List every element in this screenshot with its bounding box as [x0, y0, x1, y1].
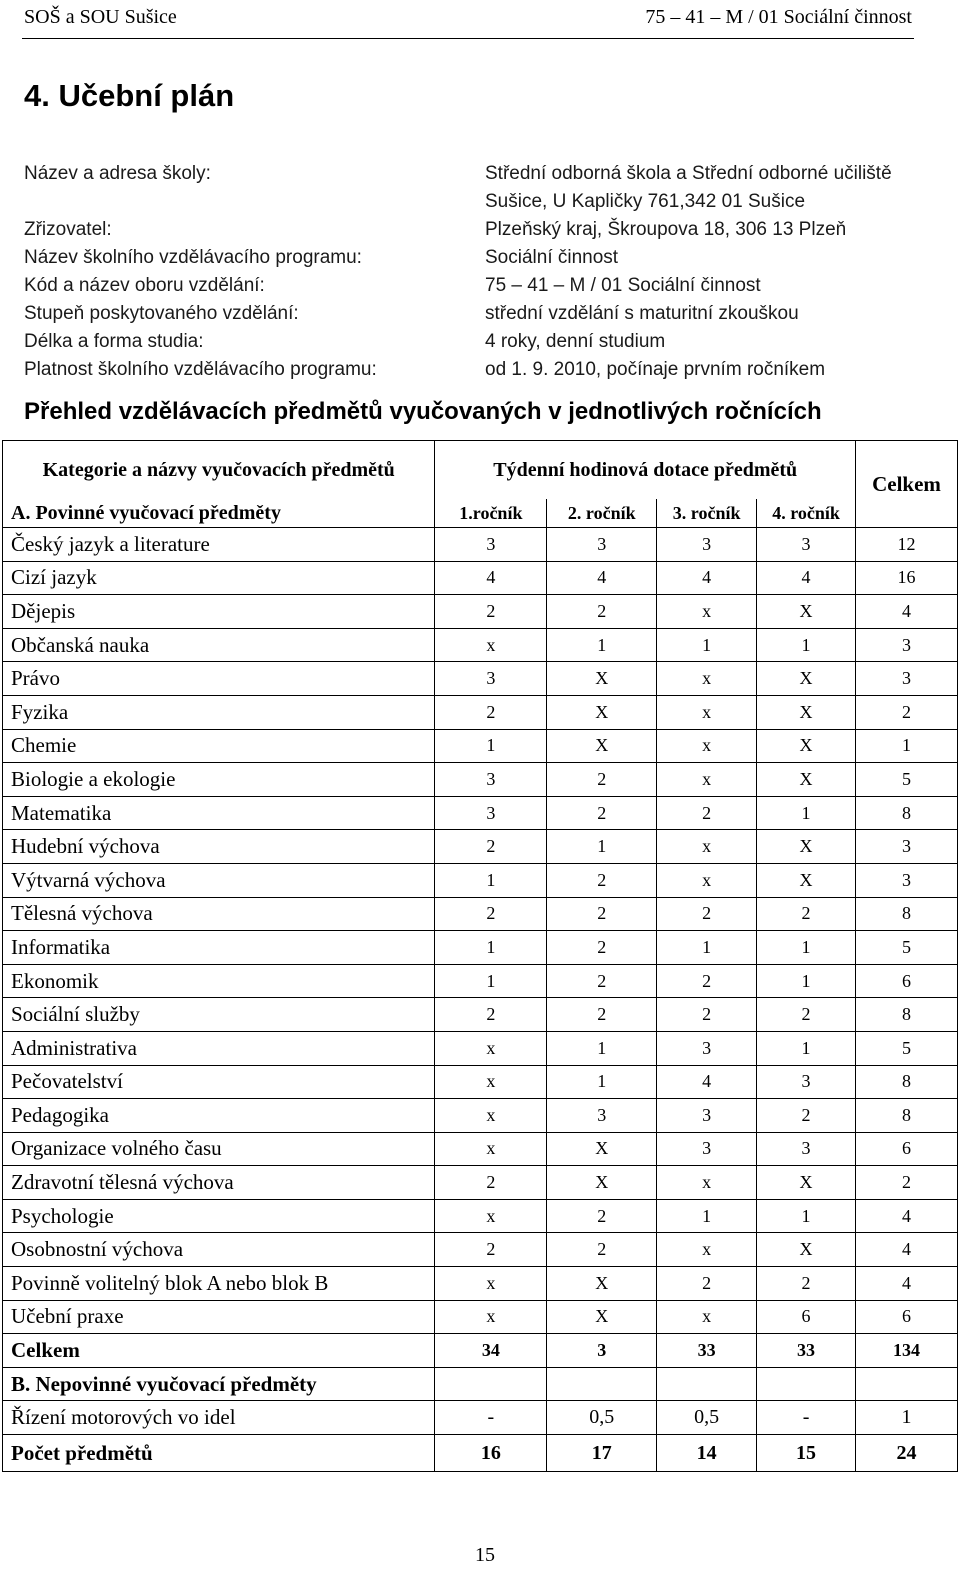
hours-total: 5	[855, 1031, 957, 1065]
table-row	[3, 1065, 958, 1099]
hours-year-2: X	[547, 1132, 657, 1166]
table-row	[3, 729, 958, 763]
subject-name: Pečovatelství	[3, 1065, 435, 1099]
info-value: 4 roky, denní studium	[485, 331, 666, 352]
hours-year-1: x	[435, 1199, 547, 1233]
subject-name: Celkem	[3, 1334, 435, 1368]
empty-cell	[657, 1367, 757, 1401]
total-row	[3, 1334, 958, 1368]
info-row-program-name	[24, 244, 954, 272]
hours-year-4: X	[757, 763, 856, 797]
info-label: Délka a forma studia:	[24, 331, 204, 352]
hours-year-4: X	[757, 729, 856, 763]
subject-name: Řízení motorových vo idel	[3, 1401, 435, 1435]
empty-cell	[855, 1367, 957, 1401]
hours-total: 8	[855, 1099, 957, 1133]
hours-year-3: x	[657, 1300, 757, 1334]
subject-name: Ekonomik	[3, 964, 435, 998]
hours-year-2: 4	[547, 561, 657, 595]
page-title: 4. Učební plán	[24, 78, 235, 113]
subject-name: Osobnostní výchova	[3, 1233, 435, 1267]
table-row	[3, 1233, 958, 1267]
hours-year-2: 3	[547, 1334, 657, 1368]
hours-year-4: 1	[757, 1199, 856, 1233]
table-row	[3, 763, 958, 797]
section-subtitle: Přehled vzdělávacích předmětů vyučovaných v jednotlivých ročnících	[24, 398, 822, 425]
table-row	[3, 931, 958, 965]
hours-total: 5	[855, 931, 957, 965]
info-label: Název a adresa školy:	[24, 163, 211, 184]
subject-name: Občanská nauka	[3, 628, 435, 662]
hours-total: 2	[855, 1166, 957, 1200]
hours-year-3: x	[657, 1233, 757, 1267]
hours-year-4: X	[757, 1166, 856, 1200]
hours-total: 8	[855, 796, 957, 830]
hours-year-1: x	[435, 1132, 547, 1166]
hours-year-4: 1	[757, 964, 856, 998]
hours-year-4: 1	[757, 796, 856, 830]
hours-year-1: 3	[435, 528, 547, 562]
hours-year-3: 2	[657, 964, 757, 998]
table-row	[3, 695, 958, 729]
header-year-1: 1.ročník	[435, 499, 547, 528]
hours-total: 3	[855, 830, 957, 864]
hours-year-2: 2	[547, 796, 657, 830]
hours-year-1: 3	[435, 662, 547, 696]
table-row	[3, 561, 958, 595]
subject-name: Psychologie	[3, 1199, 435, 1233]
header-school: SOŠ a SOU Sušice	[24, 6, 177, 28]
hours-year-4: X	[757, 830, 856, 864]
hours-total: 3	[855, 863, 957, 897]
info-label: Zřizovatel:	[24, 219, 112, 240]
hours-total: 6	[855, 964, 957, 998]
hours-year-1: 1	[435, 964, 547, 998]
hours-year-1: x	[435, 1031, 547, 1065]
hours-year-1: 16	[435, 1435, 547, 1472]
section-b-label: B. Nepovinné vyučovací předměty	[3, 1367, 435, 1401]
hours-year-2: 2	[547, 964, 657, 998]
table-row	[3, 863, 958, 897]
hours-year-2: 3	[547, 528, 657, 562]
hours-year-2: 2	[547, 763, 657, 797]
info-row-founder	[24, 216, 954, 244]
hours-year-2: 2	[547, 998, 657, 1032]
hours-year-3: x	[657, 863, 757, 897]
hours-year-3: 1	[657, 628, 757, 662]
hours-total: 6	[855, 1132, 957, 1166]
info-row-field-code	[24, 272, 954, 300]
hours-year-4: 2	[757, 998, 856, 1032]
hours-year-2: 2	[547, 897, 657, 931]
hours-year-3: x	[657, 830, 757, 864]
empty-cell	[547, 1367, 657, 1401]
section-a-label: A. Povinné vyučovací předměty	[3, 499, 435, 528]
hours-total: 24	[855, 1435, 957, 1472]
info-value: Sociální činnost	[485, 247, 619, 268]
info-value: Plzeňský kraj, Škroupova 18, 306 13 Plzeň	[485, 219, 847, 240]
hours-year-2: 17	[547, 1435, 657, 1472]
subject-name: Chemie	[3, 729, 435, 763]
header-year-2: 2. ročník	[547, 499, 657, 528]
hours-year-1: 4	[435, 561, 547, 595]
hours-year-1: 2	[435, 695, 547, 729]
table-subheader-row	[3, 499, 958, 528]
hours-year-4: 2	[757, 897, 856, 931]
hours-year-3: 3	[657, 1099, 757, 1133]
info-row-school	[24, 160, 954, 216]
empty-cell	[757, 1367, 856, 1401]
subject-name: Fyzika	[3, 695, 435, 729]
subject-name: Matematika	[3, 796, 435, 830]
hours-year-3: 14	[657, 1435, 757, 1472]
hours-year-1: x	[435, 1099, 547, 1133]
subject-name: Organizace volného času	[3, 1132, 435, 1166]
table-row	[3, 796, 958, 830]
info-row-validity	[24, 356, 954, 384]
hours-total: 6	[855, 1300, 957, 1334]
table-row	[3, 528, 958, 562]
info-label: Kód a název oboru vzdělání:	[24, 275, 265, 296]
hours-year-3: 3	[657, 1031, 757, 1065]
hours-year-1: 2	[435, 897, 547, 931]
hours-year-2: 2	[547, 595, 657, 629]
subject-name: Právo	[3, 662, 435, 696]
subject-name: Dějepis	[3, 595, 435, 629]
hours-year-4: X	[757, 695, 856, 729]
hours-year-1: 2	[435, 998, 547, 1032]
info-label: Název školního vzdělávacího programu:	[24, 247, 362, 268]
table-row	[3, 897, 958, 931]
subject-name: Administrativa	[3, 1031, 435, 1065]
hours-year-3: x	[657, 729, 757, 763]
table-row	[3, 1401, 958, 1435]
subject-name: Pedagogika	[3, 1099, 435, 1133]
table-row	[3, 662, 958, 696]
hours-year-2: 2	[547, 863, 657, 897]
hours-year-2: 0,5	[547, 1401, 657, 1435]
hours-year-1: 2	[435, 1166, 547, 1200]
table-row	[3, 998, 958, 1032]
table-row	[3, 595, 958, 629]
hours-year-3: 3	[657, 528, 757, 562]
subject-name: Biologie a ekologie	[3, 763, 435, 797]
header-category: Kategorie a názvy vyučovacích předmětů	[3, 441, 435, 500]
hours-year-2: 2	[547, 931, 657, 965]
hours-year-1: x	[435, 1267, 547, 1301]
hours-year-4: X	[757, 863, 856, 897]
hours-total: 8	[855, 897, 957, 931]
hours-year-4: 1	[757, 628, 856, 662]
subject-name: Povinně volitelný blok A nebo blok B	[3, 1267, 435, 1301]
hours-year-4: 3	[757, 528, 856, 562]
hours-year-1: 1	[435, 729, 547, 763]
hours-year-2: 1	[547, 1065, 657, 1099]
table-row	[3, 1166, 958, 1200]
table-row	[3, 628, 958, 662]
hours-total: 1	[855, 1401, 957, 1435]
hours-total: 8	[855, 998, 957, 1032]
info-block	[24, 160, 954, 384]
hours-year-3: 4	[657, 561, 757, 595]
subject-name: Učební praxe	[3, 1300, 435, 1334]
hours-total: 4	[855, 1233, 957, 1267]
hours-year-3: 4	[657, 1065, 757, 1099]
page-number: 15	[475, 1544, 495, 1566]
table-row	[3, 964, 958, 998]
hours-year-4: X	[757, 595, 856, 629]
hours-total: 3	[855, 628, 957, 662]
hours-year-2: 3	[547, 1099, 657, 1133]
header-total: Celkem	[855, 441, 957, 528]
hours-total: 1	[855, 729, 957, 763]
hours-total: 2	[855, 695, 957, 729]
hours-year-2: X	[547, 1166, 657, 1200]
subject-name: Cizí jazyk	[3, 561, 435, 595]
hours-year-3: 2	[657, 1267, 757, 1301]
subject-name: Počet předmětů	[3, 1435, 435, 1472]
hours-year-4: 2	[757, 1099, 856, 1133]
hours-year-1: x	[435, 628, 547, 662]
hours-total: 134	[855, 1334, 957, 1368]
hours-year-1: x	[435, 1065, 547, 1099]
hours-year-2: 2	[547, 1199, 657, 1233]
hours-year-4: 1	[757, 931, 856, 965]
hours-year-2: X	[547, 695, 657, 729]
hours-year-4: 2	[757, 1267, 856, 1301]
info-label: Platnost školního vzdělávacího programu:	[24, 359, 377, 380]
hours-year-4: 1	[757, 1031, 856, 1065]
hours-year-1: 3	[435, 796, 547, 830]
hours-year-3: 1	[657, 1199, 757, 1233]
header-year-4: 4. ročník	[757, 499, 856, 528]
info-value: 75 – 41 – M / 01 Sociální činnost	[485, 275, 761, 296]
hours-year-1: 1	[435, 931, 547, 965]
hours-year-1: -	[435, 1401, 547, 1435]
hours-year-3: 1	[657, 931, 757, 965]
hours-year-4: -	[757, 1401, 856, 1435]
hours-year-2: 2	[547, 1233, 657, 1267]
hours-year-3: 0,5	[657, 1401, 757, 1435]
hours-year-3: x	[657, 662, 757, 696]
hours-total: 4	[855, 595, 957, 629]
hours-total: 16	[855, 561, 957, 595]
table-row	[3, 1199, 958, 1233]
subject-name: Český jazyk a literature	[3, 528, 435, 562]
hours-year-1: 2	[435, 595, 547, 629]
hours-year-4: 6	[757, 1300, 856, 1334]
header-year-3: 3. ročník	[657, 499, 757, 528]
hours-year-2: 1	[547, 830, 657, 864]
hours-year-1: 2	[435, 1233, 547, 1267]
hours-year-3: 33	[657, 1334, 757, 1368]
hours-year-1: 2	[435, 830, 547, 864]
hours-year-2: X	[547, 662, 657, 696]
subject-name: Informatika	[3, 931, 435, 965]
section-b-row	[3, 1367, 958, 1401]
hours-year-3: 2	[657, 796, 757, 830]
table-row	[3, 1031, 958, 1065]
hours-total: 3	[855, 662, 957, 696]
hours-year-3: x	[657, 595, 757, 629]
hours-total: 5	[855, 763, 957, 797]
hours-year-2: X	[547, 1267, 657, 1301]
info-value: od 1. 9. 2010, počínaje prvním ročníkem	[485, 359, 826, 380]
hours-year-4: 33	[757, 1334, 856, 1368]
hours-year-1: 1	[435, 863, 547, 897]
hours-year-4: 4	[757, 561, 856, 595]
hours-year-3: 2	[657, 998, 757, 1032]
hours-year-1: 3	[435, 763, 547, 797]
curriculum-table	[2, 440, 958, 1472]
hours-year-4: 15	[757, 1435, 856, 1472]
info-value: střední vzdělání s maturitní zkouškou	[485, 303, 799, 324]
header-program: 75 – 41 – M / 01 Sociální činnost	[645, 6, 912, 28]
hours-year-3: 3	[657, 1132, 757, 1166]
table-row	[3, 830, 958, 864]
hours-year-4: 3	[757, 1132, 856, 1166]
hours-total: 4	[855, 1199, 957, 1233]
hours-year-2: 1	[547, 1031, 657, 1065]
hours-year-3: 2	[657, 897, 757, 931]
empty-cell	[435, 1367, 547, 1401]
subject-name: Tělesná výchova	[3, 897, 435, 931]
count-row	[3, 1435, 958, 1472]
hours-year-1: x	[435, 1300, 547, 1334]
hours-year-1: 34	[435, 1334, 547, 1368]
subject-name: Hudební výchova	[3, 830, 435, 864]
info-value: Střední odborná škola a Střední odborné učiliště Sušice, U Kapličky 761,342 01 Sušice	[485, 163, 892, 212]
table-row	[3, 1132, 958, 1166]
hours-year-2: X	[547, 1300, 657, 1334]
subject-name: Zdravotní tělesná výchova	[3, 1166, 435, 1200]
hours-year-4: X	[757, 1233, 856, 1267]
hours-total: 8	[855, 1065, 957, 1099]
table-row	[3, 1099, 958, 1133]
info-row-duration	[24, 328, 954, 356]
hours-year-4: 3	[757, 1065, 856, 1099]
subject-name: Sociální služby	[3, 998, 435, 1032]
hours-total: 12	[855, 528, 957, 562]
info-label: Stupeň poskytovaného vzdělání:	[24, 303, 299, 324]
hours-year-2: X	[547, 729, 657, 763]
table-row	[3, 1267, 958, 1301]
subject-name: Výtvarná výchova	[3, 863, 435, 897]
hours-year-3: x	[657, 1166, 757, 1200]
header-weekly-hours: Týdenní hodinová dotace předmětů	[435, 441, 856, 500]
hours-year-3: x	[657, 695, 757, 729]
table-header-row	[3, 441, 958, 500]
hours-total: 4	[855, 1267, 957, 1301]
hours-year-3: x	[657, 763, 757, 797]
info-row-level	[24, 300, 954, 328]
header-divider	[22, 38, 914, 39]
table-row	[3, 1300, 958, 1334]
hours-year-2: 1	[547, 628, 657, 662]
hours-year-4: X	[757, 662, 856, 696]
